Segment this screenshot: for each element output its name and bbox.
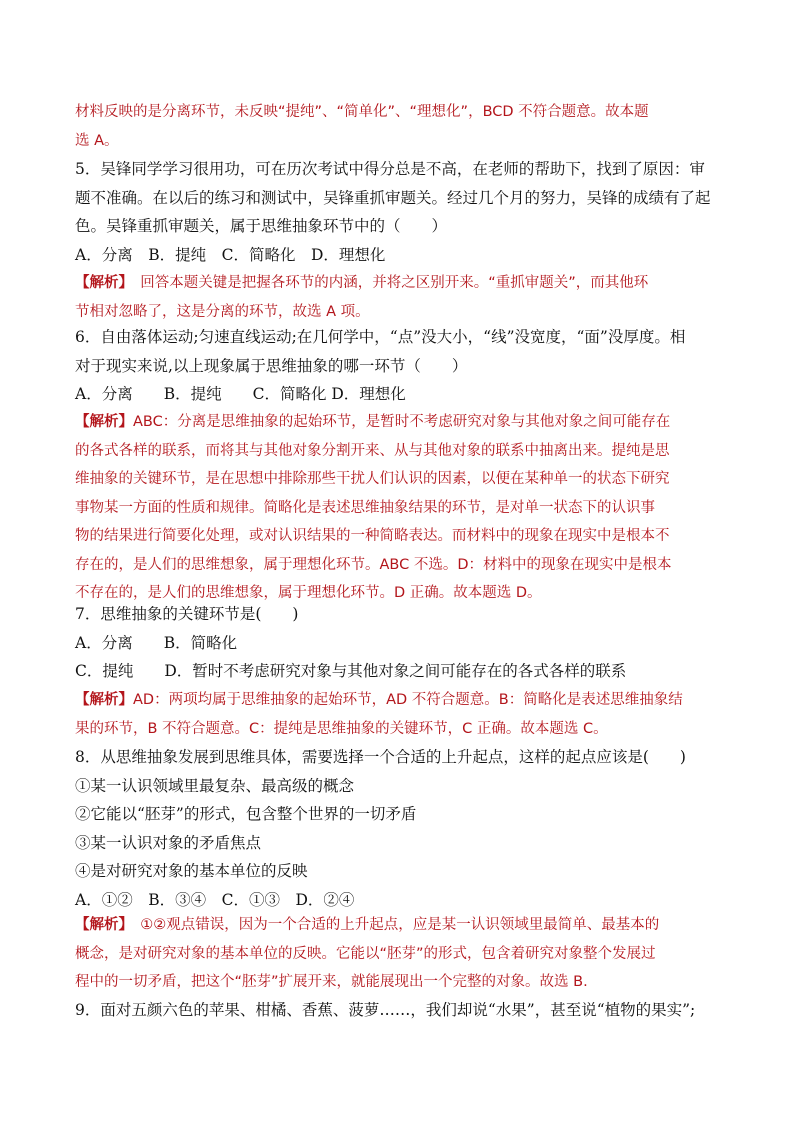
text-line <box>75 408 720 437</box>
options-line: A．①② B．③④ C．①③ D．②④ <box>75 890 355 909</box>
question-7 <box>75 600 720 686</box>
text-span: ①②观点错误，因为一个合适的上升起点，应是某一认识领域里最简单、最基本的 <box>125 917 660 933</box>
analysis-tag: 【解析】 <box>75 414 133 430</box>
text-line: 节相对忽略了，这是分离的环节，故选 A 项。 <box>75 303 370 320</box>
answer-6 <box>75 408 720 608</box>
options-line: C．提纯 D．暂时不考虑研究对象与其他对象之间可能存在的各式各样的联系 <box>75 662 627 680</box>
text-line: ④是对研究对象的基本单位的反映 <box>75 862 308 880</box>
answer-continuation <box>75 98 720 155</box>
text-line: 6．自由落体运动;匀速直线运动;在几何学中，“点”没大小，“线”没宽度，“面”没厚度。相 <box>75 328 686 346</box>
text-line: ①某一认识领域里最复杂、最高级的概念 <box>75 776 355 795</box>
text-line: ③某一认识对象的矛盾焦点 <box>75 833 262 852</box>
analysis-tag: 【解析】 <box>75 692 133 708</box>
text-line: 5．吴锋同学学习很用功，可在历次考试中得分总是不高，在老师的帮助下，找到了原因：审 <box>75 160 705 178</box>
text-line: 题不准确。在以后的练习和测试中，吴锋重抓审题关。经过几个月的努力，吴锋的成绩有了起 <box>75 188 711 207</box>
answer-7 <box>75 686 720 743</box>
text-line: 对于现实来说,以上现象属于思维抽象的哪一环节（ ） <box>75 356 468 375</box>
text-line: 程中的一切矛盾，把这个“胚芽”扩展开来，就能展现出一个完整的对象。故选 B. <box>75 974 588 990</box>
analysis-tag: 【解析】 <box>75 917 126 933</box>
text-line: 8．从思维抽象发展到思维具体，需要选择一个合适的上升起点，这样的起点应该是( ) <box>75 748 686 766</box>
text-line <box>75 686 720 715</box>
text-line: 存在的，是人们的思维想象，属于理想化环节。ABC 不选。D：材料中的现象在现实中是根本 <box>75 556 672 573</box>
options-line: A．分离 B．简略化 <box>75 633 238 652</box>
text-line: 选 A。 <box>75 132 119 149</box>
text-line: 材料反映的是分离环节，未反映“提纯”、“简单化”、“理想化”，BCD 不符合题意。故本题 <box>75 104 649 120</box>
text-span: ABC：分离是思维抽象的起始环节，是暂时不考虑研究对象与其他对象之间可能存在 <box>133 414 671 430</box>
text-line: 概念，是对研究对象的基本单位的反映。它能以“胚芽”的形式，包含着研究对象整个发展过 <box>75 945 656 962</box>
answer-8 <box>75 911 720 997</box>
text-line: 事物某一方面的性质和规律。简略化是表述思维抽象结果的环节，是对单一状态下的认识事 <box>75 499 655 516</box>
text-line: 9．面对五颜六色的苹果、柑橘、香蕉、菠萝……，我们却说“水果”，甚至说“植物的果实”; <box>75 1001 696 1019</box>
text-line: 色。吴锋重抓审题关，属于思维抽象环节中的（ ） <box>75 217 448 235</box>
text-line: 果的环节，B 不符合题意。C：提纯是思维抽象的关键环节，C 正确。故本题选 C。 <box>75 720 608 737</box>
analysis-tag: 【解析】 <box>75 275 126 291</box>
question-9 <box>75 996 720 1025</box>
text-span: AD：两项均属于思维抽象的起始环节，AD 不符合题意。B：简略化是表述思维抽象结 <box>133 692 683 708</box>
answer-5 <box>75 269 720 326</box>
question-5 <box>75 155 720 269</box>
text-line: 的各式各样的联系，而将其与其他对象分割开来、从与其他对象的联系中抽离出来。提纯是思 <box>75 442 670 459</box>
options-line: A．分离 B．提纯 C．简略化 D．理想化 <box>75 245 386 264</box>
options-line: A．分离 B．提纯 C．简略化 D．理想化 <box>75 385 406 403</box>
text-line <box>75 269 720 298</box>
text-line: 物的结果进行简要化处理，或对认识结果的一种简略表达。而材料中的现象在现实中是根本不 <box>75 528 670 544</box>
question-8 <box>75 743 720 914</box>
text-line <box>75 911 720 940</box>
text-line: ②它能以“胚芽”的形式，包含整个世界的一切矛盾 <box>75 805 417 823</box>
text-line: 7．思维抽象的关键环节是( ) <box>75 605 299 623</box>
text-line: 不存在的，是人们的思维想象，属于理想化环节。D 正确。故本题选 D。 <box>75 585 542 601</box>
text-span: 回答本题关键是把握各环节的内涵，并将之区别开来。“重抓审题关”，而其他环 <box>125 275 649 291</box>
question-6 <box>75 323 720 409</box>
text-line: 维抽象的关键环节，是在思想中排除那些干扰人们认识的因素，以便在某种单一的状态下研究 <box>75 471 670 487</box>
